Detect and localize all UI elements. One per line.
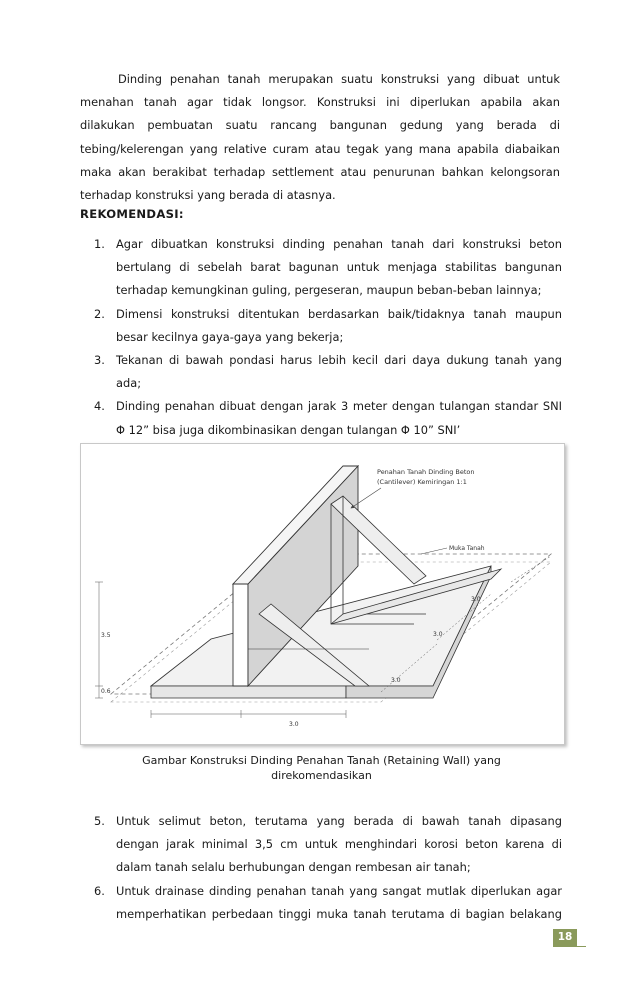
list-item: [80, 349, 562, 395]
list-line: Untuk drainase dinding penahan tanah yang sangat mutlak diperlukan agar: [116, 883, 562, 898]
intro-line: tebing/kelerengan yang relative curam atau tegak yang mana apabila diabaikan: [80, 141, 560, 156]
wall-stem-front: [233, 584, 248, 686]
intro-line: menahan tanah agar tidak longsor. Konstruksi ini diperlukan apabila akan: [80, 95, 560, 110]
dim-base-width: 3.0: [289, 721, 299, 728]
list-item: [80, 395, 562, 441]
page-number: 18: [553, 929, 577, 946]
dim-height: 3.5: [101, 632, 111, 639]
list-number: 2.: [94, 306, 105, 321]
label-wall: Penahan Tanah Dinding Beton: [377, 468, 475, 476]
list-number: 5.: [94, 814, 105, 828]
intro-line: dilakukan pembuatan suatu rancang bangunan gedung yang berada di: [80, 118, 560, 133]
dim-slab-thickness: 0.6: [101, 688, 111, 695]
figure-caption: [80, 753, 563, 783]
list-line: ada;: [116, 376, 142, 391]
list-line: dalam tanah selalu berhubungan dengan rembesan air tanah;: [116, 860, 471, 875]
dim-length-mid: 3.0: [433, 631, 443, 638]
list-line: Φ 12” bisa juga dikombinasikan dengan tulangan Φ 10” SNI’: [116, 422, 461, 437]
caption-line: Gambar Konstruksi Dinding Penahan Tanah (Retaining Wall) yang: [142, 754, 501, 767]
list-number: 4.: [94, 399, 105, 414]
list-line: dengan jarak minimal 3,5 cm untuk menghindari korosi beton karena di: [116, 837, 562, 852]
dim-length-front: 3.0: [391, 677, 401, 684]
list-line: Untuk selimut beton, terutama yang berada di bawah tanah dipasang: [116, 814, 562, 828]
list-item: [80, 303, 562, 349]
intro-line: maka akan berakibat terhadap settlement atau penurunan bahkan kelongsoran: [80, 164, 560, 179]
list-number: 3.: [94, 353, 105, 368]
base-slab-front: [151, 686, 346, 698]
list-line: bertulang di sebelah barat bagunan untuk menjaga stabilitas bangunan: [116, 260, 562, 275]
retaining-wall-figure: [80, 443, 565, 745]
list-item: [80, 810, 562, 880]
dim-length-back: 3.0: [471, 596, 481, 603]
label-ground: Muka Tanah: [449, 545, 485, 552]
list-line: Dinding penahan dibuat dengan jarak 3 meter dengan tulangan standar SNI: [116, 399, 562, 414]
list-number: 1.: [94, 237, 105, 251]
page-number-underline: [553, 946, 586, 947]
list-number: 6.: [94, 883, 105, 898]
recommendation-heading: REKOMENDASI:: [80, 207, 184, 221]
retaining-wall-diagram: [81, 444, 564, 744]
list-line: Tekanan di bawah pondasi harus lebih kecil dari daya dukung tanah yang: [116, 353, 562, 368]
intro-line: terhadap konstruksi yang berada di atasnya.: [80, 187, 336, 202]
list-line: Dimensi konstruksi ditentukan berdasarkan baik/tidaknya tanah maupun: [116, 306, 562, 321]
list-item: [80, 233, 562, 303]
list-item: [80, 880, 562, 926]
recommendation-list-continued: [80, 810, 562, 926]
intro-paragraph: [80, 68, 560, 207]
list-line: terhadap kemungkinan guling, pergeseran, maupun beban-beban lainnya;: [116, 283, 542, 298]
list-line: memperhatikan perbedaan tinggi muka tanah terutama di bagian belakang: [116, 906, 562, 921]
intro-line: Dinding penahan tanah merupakan suatu konstruksi yang dibuat untuk: [118, 72, 560, 86]
list-line: Agar dibuatkan konstruksi dinding penahan tanah dari konstruksi beton: [116, 237, 562, 251]
recommendation-list: [80, 233, 562, 442]
caption-line: direkomendasikan: [271, 769, 372, 782]
list-line: besar kecilnya gaya-gaya yang bekerja;: [116, 329, 344, 344]
label-wall-slope: (Cantilever) Kemiringan 1:1: [377, 478, 467, 486]
